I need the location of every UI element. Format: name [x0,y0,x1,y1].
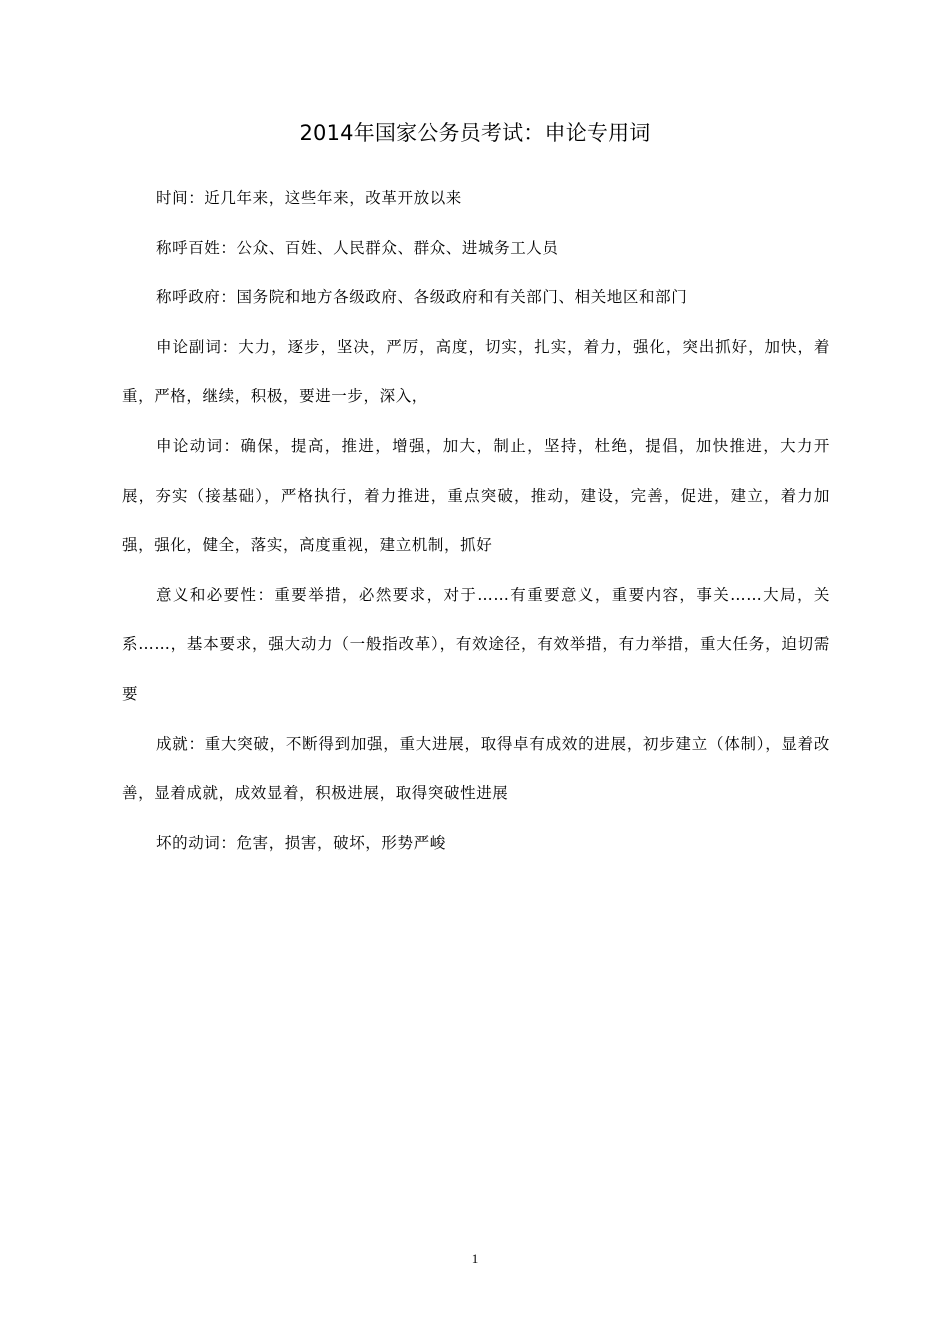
paragraph-significance: 意义和必要性：重要举措，必然要求，对于……有重要意义，重要内容，事关……大局，关系……，基本要求，强大动力（一般指改革），有效途径，有效举措，有力举措，重大任务，迫切需要 [122,585,830,703]
paragraph-adverbs: 申论副词：大力，逐步，坚决，严厉，高度，切实，扎实，着力，强化，突出抓好，加快，着重，严格，继续，积极，要进一步，深入， [122,337,830,406]
document-body [122,174,830,868]
paragraph-achievements: 成就：重大突破，不断得到加强，重大进展，取得卓有成效的进展，初步建立（体制），显着改善，显着成就，成效显着，积极进展，取得突破性进展 [122,734,830,803]
paragraph-verbs: 申论动词：确保，提高，推进，增强，加大，制止，坚持，杜绝，提倡，加快推进，大力开展，夯实（接基础），严格执行，着力推进，重点突破，推动，建设，完善，促进，建立，着力加强，强化，健全，落实，高度重视，建立机制，抓好 [122,436,830,555]
document-title: 2014年国家公务员考试：申论专用词 [299,121,651,145]
paragraph-address-government: 称呼政府：国务院和地方各级政府、各级政府和有关部门、相关地区和部门 [156,288,688,307]
paragraph-negative-verbs: 坏的动词：危害，损害，破坏，形势严峻 [156,833,446,852]
paragraph-address-public: 称呼百姓：公众、百姓、人民群众、群众、进城务工人员 [156,238,559,257]
page-number: 1 [471,1251,479,1266]
paragraph-time: 时间：近几年来，这些年来，改革开放以来 [156,189,462,207]
